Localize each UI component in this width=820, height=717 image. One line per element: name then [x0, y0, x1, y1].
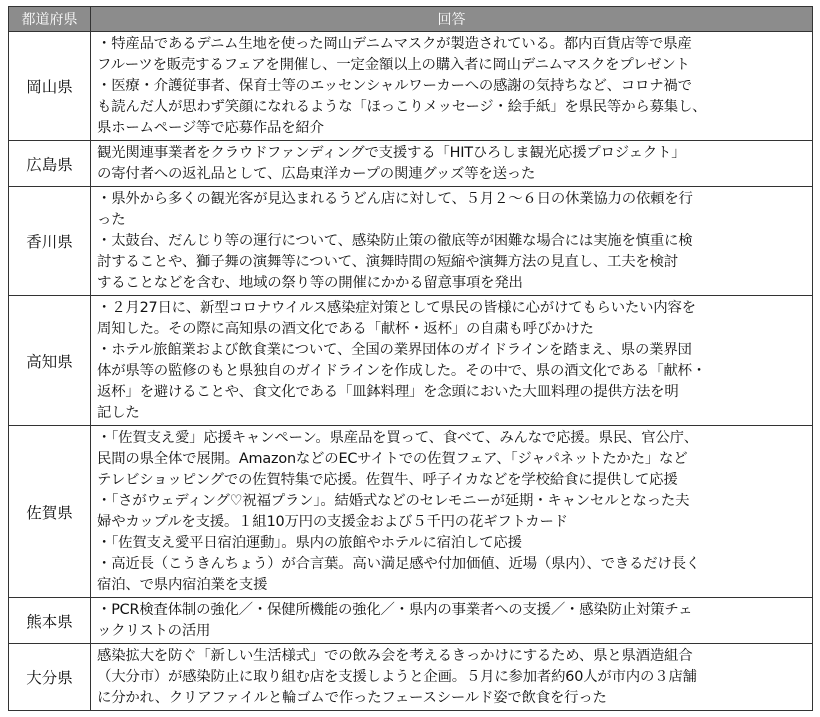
answer-line: ・「佐賀支え愛平日宿泊運動」。県内の旅館やホテルに宿泊して応援 [97, 535, 522, 551]
answer-line: ・ホテル旅館業および飲食業について、全国の業界団体のガイドラインを踏まえ、県の業界団 [97, 342, 692, 358]
prefecture-cell: 熊本県 [9, 598, 91, 644]
table-row [9, 141, 813, 187]
answer-line: ・県外から多くの観光客が見込まれるうどん店に対して、５月２～６日の休業協力の依頼を行 [97, 191, 693, 207]
table-row [9, 426, 813, 598]
answer-line: ・PCR検査体制の強化／・保健所機能の強化／・県内の事業者への支援／・感染防止対策チェ [97, 602, 693, 618]
answer-line: の寄付者への返礼品として、広島東洋カープの関連グッズ等を送った [97, 166, 536, 182]
prefecture-measures-table [8, 6, 813, 711]
table-row [9, 187, 813, 296]
answer-line: テレビショッピングでの佐賀特集で応援。佐賀牛、呼子イカなどを学校給食に提供して応援 [97, 472, 678, 488]
answer-cell [91, 426, 813, 598]
answer-line: 体が県等の監修のもと県独自のガイドラインを作成した。その中で、県の酒文化である「献杯・ [97, 363, 707, 379]
answer-line: ・「さがウェディング♡祝福プラン」。結婚式などのセレモニーが延期・キャンセルとなった夫 [97, 493, 690, 509]
answer-line: 討することや、獅子舞の演舞等について、演舞時間の短縮や演舞方法の見直し、工夫を検討 [97, 254, 678, 270]
answer-cell [91, 141, 813, 187]
header-prefecture: 都道府県 [9, 7, 91, 32]
header-answer: 回答 [91, 7, 813, 32]
prefecture-cell: 香川県 [9, 187, 91, 296]
answer-line: ・「佐賀支え愛」応援キャンペーン。県産品を買って、食べて、みんなで応援。県民、官公庁、 [97, 430, 698, 446]
answer-line: 感染拡大を防ぐ「新しい生活様式」での飲み会を考えるきっかけにするため、県と県酒造組合 [97, 648, 693, 664]
answer-line: 周知した。その際に高知県の酒文化である「献杯・返杯」の自粛も呼びかけた [97, 321, 594, 337]
answer-line: ックリストの活用 [97, 623, 211, 639]
answer-cell [91, 32, 813, 141]
answer-line: 返杯」を避けることや、食文化である「皿鉢料理」を念頭においた大皿料理の提供方法を明 [97, 384, 679, 400]
prefecture-cell: 大分県 [9, 644, 91, 711]
answer-line: ・高近長（こうきんちょう）が合言葉。高い満足感や付加価値、近場（県内）、できるだけ長く [97, 556, 701, 572]
table-body [9, 32, 813, 711]
answer-line: も読んだ人が思わず笑顔になれるような「ほっこりメッセージ・絵手紙」を県民等から募集し、 [97, 99, 707, 115]
answer-line: フルーツを販売するフェアを開催し、一定金額以上の購入者に岡山デニムマスクをプレゼント [97, 57, 690, 73]
answer-line: ・特産品であるデニム生地を使った岡山デニムマスクが製造されている。都内百貨店等で県産 [97, 36, 692, 52]
answer-line: することなどを含む、地域の祭り等の開催にかかる留意事項を発出 [97, 275, 523, 291]
answer-line: 宿泊、で県内宿泊業を支援 [97, 577, 268, 593]
answer-line: 県ホームページ等で応募作品を紹介 [97, 120, 324, 136]
table-row [9, 598, 813, 644]
prefecture-cell: 広島県 [9, 141, 91, 187]
answer-line: ・２月27日に、新型コロナウイルス感染症対策として県民の皆様に心がけてもらいたい内容を [97, 300, 696, 316]
prefecture-cell: 岡山県 [9, 32, 91, 141]
answer-line: ・医療・介護従事者、保育士等のエッセンシャルワーカーへの感謝の気持ちなど、コロナ禍で [97, 78, 692, 94]
answer-line: ・太鼓台、だんじり等の運行について、感染防止策の徹底等が困難な場合には実施を慎重に検 [97, 233, 693, 249]
answer-line: 民間の県全体で展開。AmazonなどのECサイトでの佐賀フェア、「ジャパネットたかた」など [97, 451, 688, 467]
answer-cell [91, 187, 813, 296]
table-row [9, 296, 813, 426]
answer-line: に分かれ、クリアファイルと輪ゴムで作ったフェースシールド姿で飲食を行った [97, 690, 607, 706]
answer-line: （大分市）が感染防止に取り組む店を支援しようと企画。５月に参加者約60人が市内の３店舗 [97, 669, 697, 685]
table-row [9, 644, 813, 711]
answer-line: 婦やカップルを支援。１組10万円の支援金および５千円の花ギフトカード [97, 514, 568, 530]
answer-cell [91, 644, 813, 711]
answer-line: った [97, 212, 126, 228]
answer-cell [91, 598, 813, 644]
answer-line: 観光関連事業者をクラウドファンディングで支援する「HITひろしま観光応援プロジェクト」 [97, 145, 686, 161]
header-row [9, 7, 813, 32]
prefecture-cell: 高知県 [9, 296, 91, 426]
table-row [9, 32, 813, 141]
answer-line: 記した [97, 405, 140, 421]
answer-cell [91, 296, 813, 426]
prefecture-cell: 佐賀県 [9, 426, 91, 598]
